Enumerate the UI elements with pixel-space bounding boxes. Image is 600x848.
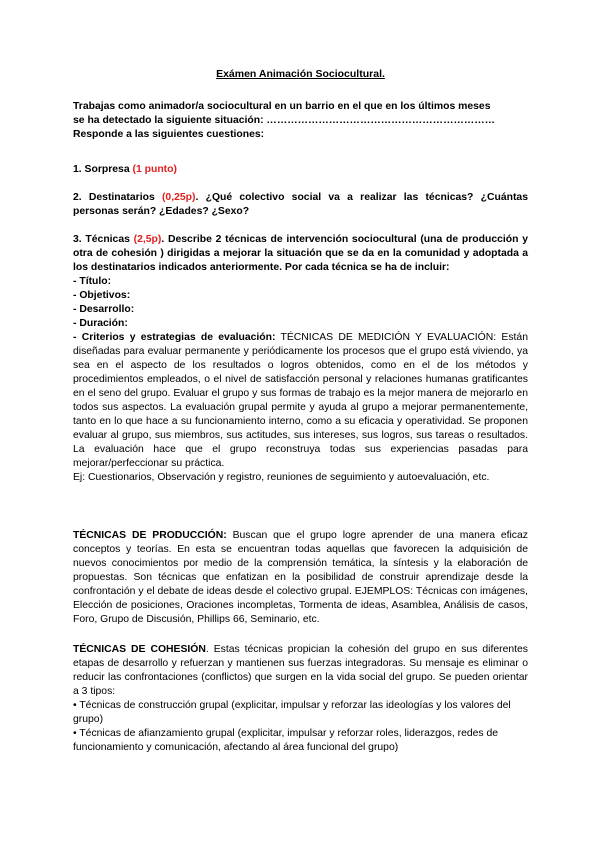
question-2 [73,191,528,219]
question-2-text: . ¿Qué colectivo social va a realizar las técnicas? ¿Cuántas personas serán? ¿Edades? ¿Sexo? [73,192,528,217]
question-3-text: . Describe 2 técnicas de intervención sociocultural (una de producción y otra de cohesión ) dirigidas a mejorar la situación que se da en la comunidad y adoptada a los destinatarios indicados anteriormente. Por cada técnica se ha de incluir: [73,234,528,273]
cohesion-bullet-2: • Técnicas de afianzamiento grupal (explicitar, impulsar y reforzar roles, liderazgos, redes de funcionamiento y comunicación, afectando al área funcional del grupo) [73,728,499,753]
intro [73,100,528,142]
criteria-text: Están diseñadas para evaluar permanente y periódicamente los procesos que el grupo está viviendo, ya sea en el aspecto de los resultados o logros obtenidos, como en el de los métodos y procedimientos empleados, o el nivel de satisfacción personal y relaciones humanas gratificantes en el seno del grupo. Evaluar el grupo y sus formas de trabajo es la mejor manera de mejorarlo en todos sus aspectos. La evaluación grupal permite y ayuda al grupo a mejorar permanentemente, tanto en lo que hace a su funcionamiento interno, como a su eficacia y operatividad. Se proponen evaluar al grupo, sus miembros, sus actitudes, sus intereses, sus logros, sus tareas o resultados. La evaluación hace que el grupo reconstruya todas sus experiencias pasadas para mejorar/perfeccionar su práctica. [73,332,528,469]
question-1 [73,163,528,177]
question-3-label: 3. Técnicas [73,234,134,245]
cohesion-text: . Estas técnicas propician la cohesión del grupo en sus diferentes etapas de desarrollo y refuerzan y mantienen sus fuerzas integradoras. Su mensaje es eliminar o reducir las confrontaciones (conflictos) que surgen en la vida social del grupo. Se pueden orientar a 3 tipos: [73,644,528,697]
question-3-points: (2,5p) [133,234,162,245]
question-3-item-objectives: - Objetivos: [73,290,131,301]
produccion-heading: TÉCNICAS DE PRODUCCIÓN: [73,530,227,541]
criteria-examples: Ej: Cuestionarios, Observación y registro, reuniones de seguimiento y autoevaluación, etc. [73,472,490,483]
cohesion-heading: TÉCNICAS DE COHESIÓN [73,644,206,655]
produccion-text: Buscan que el grupo logre aprender de una manera eficaz conceptos y teorías. En esta se encuentran todas aquellas que favorecen la adquisición de nuevos conocimientos por medio de la comprensión temática, la síntesis y la elaboración de propuestas. Son técnicas que enfatizan en la posibilidad de construir aprendizaje desde la confrontación y el debate de ideas desde el colectivo grupal. EJEMPLOS: Técnicas con imágenes, Elección de posiciones, Oraciones incompletas, Tormenta de ideas, Asamblea, Análisis de casos, Foro, Grupo de Discusión, Phillips 66, Seminario, etc. [73,530,528,625]
question-3-item-duration: - Duración: [73,318,128,329]
criteria-label: - Criterios y estrategias de evaluación: [73,332,276,343]
question-1-label: 1. Sorpresa [73,164,133,175]
question-1-points: (1 punto) [132,164,177,175]
produccion-section [73,529,528,627]
question-2-points: (0,25p) [161,192,196,203]
cohesion-bullet-1: • Técnicas de construcción grupal (explicitar, impulsar y reforzar las ideologías y los valores del grupo) [73,700,511,725]
page-title: Exámen Animación Sociocultural. [216,68,385,80]
criteria-heading: TÉCNICAS DE MEDICIÓN Y EVALUACIÓN: [275,332,497,343]
intro-line-3: Responde a las siguientes cuestiones: [73,129,265,140]
question-3-item-development: - Desarrollo: [73,304,135,315]
intro-line-1: Trabajas como animador/a sociocultural en un barrio en el que en los últimos meses [73,101,491,112]
question-3-item-title: - Título: [73,276,112,287]
question-2-label: 2. Destinatarios [73,192,162,203]
question-3 [73,233,528,485]
cohesion-section [73,643,528,755]
intro-line-2: se ha detectado la siguiente situación: ………………………………………………………… [73,115,496,126]
